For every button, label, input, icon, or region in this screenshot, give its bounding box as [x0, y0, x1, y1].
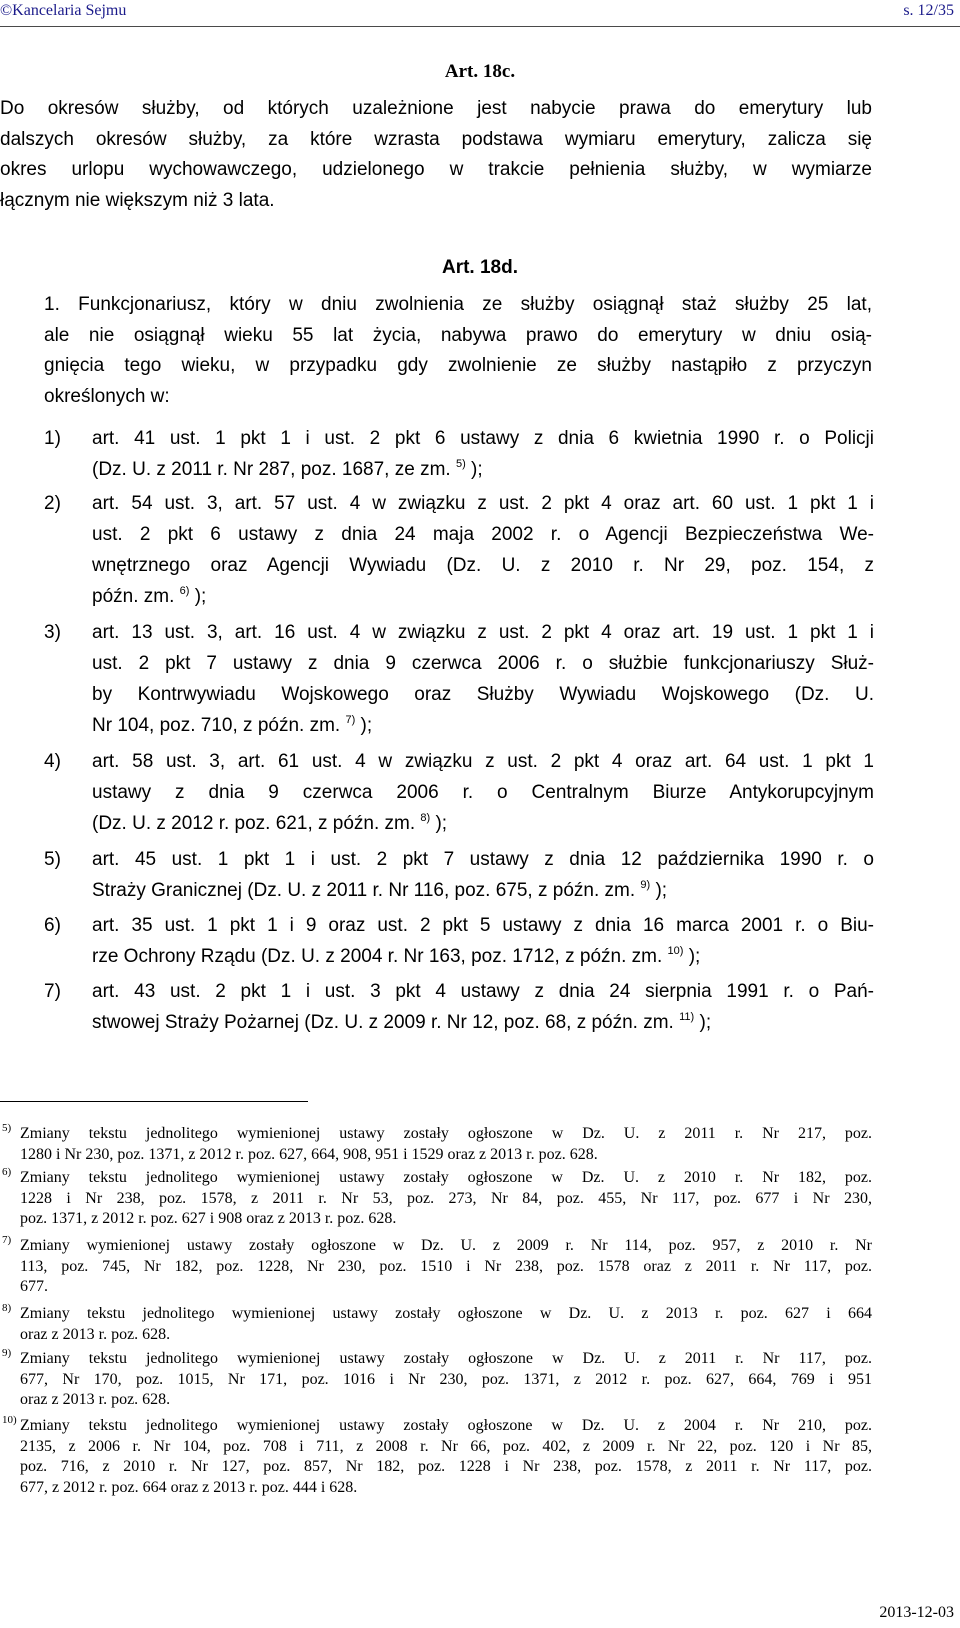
- text-line: Nr 104, poz. 710, z późn. zm. $^{7)}$ );: [92, 714, 373, 736]
- text-line: określonych w:: [44, 385, 170, 407]
- footnote-separator: [0, 1101, 308, 1102]
- text-line: 677, Nr 170, poz. 1015, Nr 171, poz. 1016 i Nr 230, poz. 1371, z 2012 r. poz. 627, 664, 769 i 951: [20, 1370, 872, 1388]
- page-header: [0, 0, 960, 27]
- footnote-mark: 8): [2, 1302, 12, 1314]
- text-line: rze Ochrony Rządu (Dz. U. z 2004 r. Nr 163, poz. 1712, z późn. zm. $^{10)}$ );: [92, 945, 701, 967]
- text-line: art. 43 ust. 2 pkt 1 i ust. 3 pkt 4 ustawy z dnia 24 sierpnia 1991 r. o Pań-: [92, 981, 874, 1002]
- footnote-mark: 10): [2, 1414, 17, 1426]
- text-line: oraz z 2013 r. poz. 628.: [20, 1391, 171, 1408]
- text-line: ust. 2 pkt 6 ustawy z dnia 24 maja 2002 r. o Agencji Bezpieczeństwa We-: [92, 524, 874, 545]
- text-line: wnętrznego oraz Agencji Wywiadu (Dz. U. z 2010 r. Nr 29, poz. 154, z: [92, 555, 874, 576]
- text-line: art. 35 ust. 1 pkt 1 i 9 oraz ust. 2 pkt 5 ustawy z dnia 16 marca 2001 r. o Biu-: [92, 915, 874, 936]
- text-line: art. 58 ust. 3, art. 61 ust. 4 w związku z ust. 2 pkt 4 oraz art. 64 ust. 1 pkt 1: [92, 751, 874, 772]
- list-item-number: 1): [44, 428, 61, 449]
- footnote-mark: 9): [2, 1347, 12, 1359]
- text-line: poz. 1371, z 2012 r. poz. 627 i 908 oraz z 2013 r. poz. 628.: [20, 1210, 397, 1227]
- list-item-number: 6): [44, 915, 61, 936]
- header-page-number: s. 12/35: [903, 2, 954, 19]
- text-line: art. 45 ust. 1 pkt 1 i ust. 2 pkt 7 ustawy z dnia 12 października 1990 r. o: [92, 849, 874, 870]
- list-item-number: 7): [44, 981, 61, 1002]
- text-line: ustawy z dnia 9 czerwca 2006 r. o Centralnym Biurze Antykorupcyjnym: [92, 782, 874, 803]
- footnote-reference: 9): [640, 879, 651, 891]
- text-line: oraz z 2013 r. poz. 628.: [20, 1325, 171, 1343]
- text-line: (Dz. U. z 2011 r. Nr 287, poz. 1687, ze zm. $^{5)}$ );: [92, 458, 483, 480]
- list-item-number: 5): [44, 849, 61, 870]
- text-line: 113, poz. 745, Nr 182, poz. 1228, Nr 230, poz. 1510 i Nr 238, poz. 1578 oraz z 2011 r. Nr 117, poz.: [20, 1257, 872, 1275]
- header-copyright: ©Kancelaria Sejmu: [0, 2, 127, 19]
- text-line: Zmiany tekstu jednolitego wymienionej ustawy zostały ogłoszone w Dz. U. z 2011 r. Nr 217, poz.: [20, 1125, 872, 1142]
- article-18c-title: Art. 18c.: [444, 61, 516, 82]
- text-line: art. 13 ust. 3, art. 16 ust. 4 w związku z ust. 2 pkt 4 oraz art. 19 ust. 1 pkt 1 i: [92, 622, 874, 643]
- text-line: poz. 716, z 2010 r. Nr 127, poz. 857, Nr 182, poz. 1228 i Nr 238, poz. 1578, z 2011 r. Nr 117, poz.: [20, 1458, 872, 1475]
- text-line: (Dz. U. z 2012 r. poz. 621, z późn. zm. $^{8)}$ );: [92, 812, 448, 834]
- footnote-mark: 7): [2, 1234, 12, 1246]
- text-line: 2135, z 2006 r. Nr 104, poz. 708 i 711, z 2008 r. Nr 66, poz. 402, z 2009 r. Nr 22, poz. 120 i Nr 85,: [20, 1437, 872, 1455]
- text-line: Zmiany wymienionej ustawy zostały ogłoszone w Dz. U. z 2009 r. Nr 114, poz. 957, z 2010 r. Nr: [20, 1237, 872, 1254]
- text-line: późn. zm. $^{6)}$ );: [92, 585, 207, 607]
- text-line: 1228 i Nr 238, poz. 1578, z 2011 r. Nr 53, poz. 273, Nr 84, poz. 455, Nr 117, poz. 677 i Nr 230,: [20, 1189, 872, 1207]
- footnote-reference: 11): [679, 1011, 695, 1023]
- text-line: Zmiany tekstu jednolitego wymienionej ustawy zostały ogłoszone w Dz. U. z 2004 r. Nr 210, poz.: [20, 1417, 872, 1434]
- text-line: Zmiany tekstu jednolitego wymienionej ustawy zostały ogłoszone w Dz. U. z 2010 r. Nr 182, poz.: [20, 1169, 872, 1186]
- text-line: stwowej Straży Pożarnej (Dz. U. z 2009 r. Nr 12, poz. 68, z późn. zm. $^{11)}$ );: [92, 1011, 712, 1033]
- footer-date: 2013-12-03: [879, 1604, 954, 1621]
- footnote-reference: 8): [420, 812, 431, 824]
- text-line: 677, z 2012 r. poz. 664 oraz z 2013 r. poz. 444 i 628.: [20, 1478, 358, 1496]
- text-line: ust. 2 pkt 7 ustawy z dnia 9 czerwca 2006 r. o służbie funkcjonariuszy Służ-: [92, 653, 874, 674]
- footnote-reference: 10): [667, 945, 684, 957]
- text-line: Zmiany tekstu jednolitego wymienionej ustawy zostały ogłoszone w Dz. U. z 2011 r. Nr 117, poz.: [20, 1350, 872, 1367]
- text-line: 1. Funkcjonariusz, który w dniu zwolnienia ze służby osiągnął staż służby 25 lat,: [44, 294, 872, 315]
- article-18d-title: Art. 18d.: [441, 257, 519, 278]
- text-line: art. 41 ust. 1 pkt 1 i ust. 2 pkt 6 ustawy z dnia 6 kwietnia 1990 r. o Policji: [92, 428, 874, 449]
- text-line: gnięcia tego wieku, w przypadku gdy zwolnienie ze służby nastąpiło z przyczyn: [44, 355, 872, 376]
- text-line: 677.: [20, 1278, 48, 1295]
- footnote-reference: 7): [345, 714, 356, 726]
- list-item-number: 4): [44, 751, 61, 772]
- text-line: ale nie osiągnął wieku 55 lat życia, nabywa prawo do emerytury w dniu osią-: [44, 324, 872, 346]
- text-line: dalszych okresów służby, za które wzrasta podstawa wymiaru emerytury, zalicza się: [0, 128, 872, 150]
- article-18d-intro: [44, 290, 872, 412]
- text-line: Do okresów służby, od których uzależnione jest nabycie prawa do emerytury lub: [0, 98, 872, 119]
- list-item-number: 2): [44, 493, 61, 514]
- text-line: łącznym nie większym niż 3 lata.: [0, 189, 275, 211]
- article-18c-text: [0, 94, 872, 216]
- footnote-mark: 6): [2, 1166, 12, 1178]
- text-line: by Kontrwywiadu Wojskowego oraz Służby Wywiadu Wojskowego (Dz. U.: [92, 684, 874, 705]
- text-line: Straży Granicznej (Dz. U. z 2011 r. Nr 116, poz. 675, z późn. zm. $^{9)}$ );: [92, 879, 668, 901]
- text-line: okres urlopu wychowawczego, udzielonego w trakcie pełnienia służby, w wymiarze: [0, 159, 872, 180]
- text-line: Zmiany tekstu jednolitego wymienionej ustawy zostały ogłoszone w Dz. U. z 2013 r. poz. 627 i 664: [20, 1305, 872, 1322]
- text-line: art. 54 ust. 3, art. 57 ust. 4 w związku z ust. 2 pkt 4 oraz art. 60 ust. 1 pkt 1 i: [92, 493, 874, 514]
- footnote-reference: 5): [455, 458, 466, 470]
- footnote-mark: 5): [2, 1122, 12, 1134]
- list-item-number: 3): [44, 622, 61, 643]
- footnote-reference: 6): [179, 585, 190, 597]
- text-line: 1280 i Nr 230, poz. 1371, z 2012 r. poz. 627, 664, 908, 951 i 1529 oraz z 2013 r. poz. 628.: [20, 1145, 598, 1163]
